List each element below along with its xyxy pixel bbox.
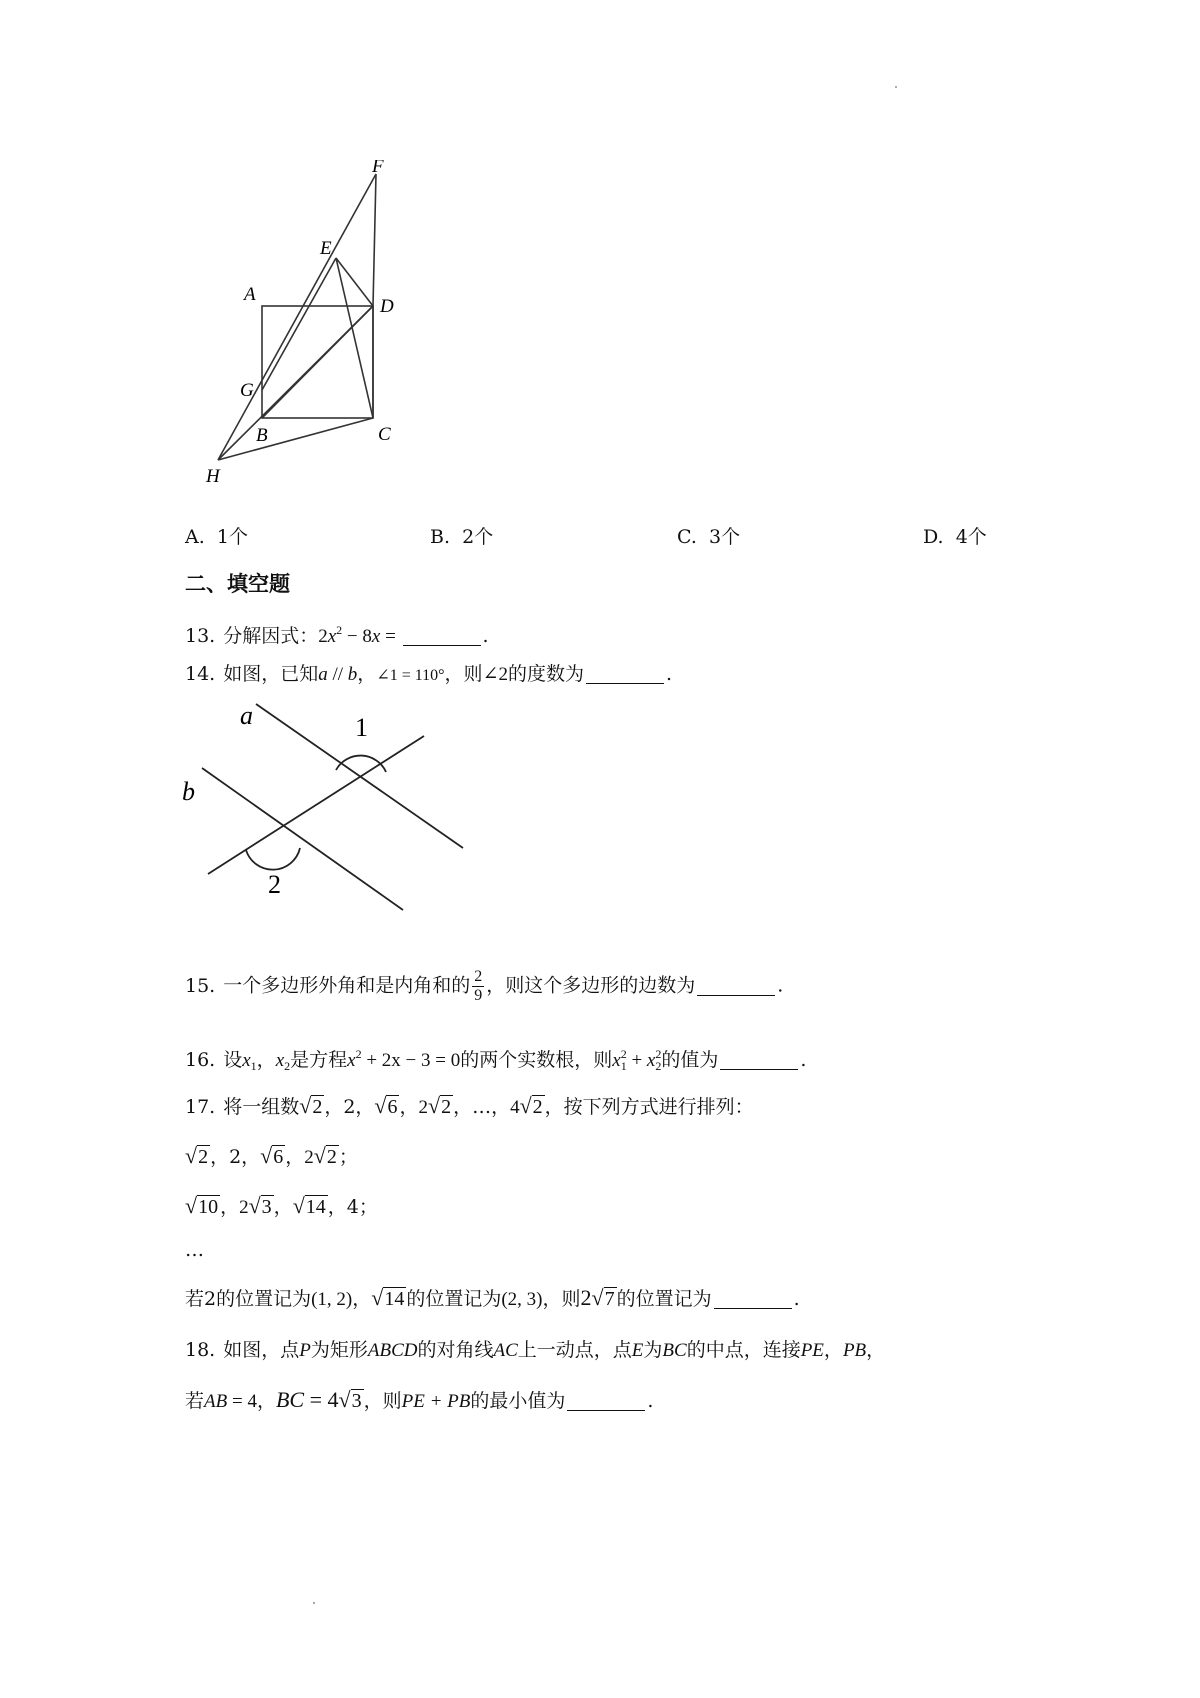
angle-2-arc (246, 848, 300, 870)
sqrt: √2 (299, 1093, 323, 1118)
answer-blank[interactable] (714, 1288, 792, 1309)
label-1: 1 (355, 713, 368, 742)
question-15: 15. 一个多边形外角和是内角和的 $\frac{2}{9}$ ，则这个多边形的边数为 . (185, 968, 784, 1004)
line-hc (218, 418, 373, 460)
line-eg (262, 258, 336, 390)
label-b: B (256, 425, 268, 446)
question-13: 13. 分解因式：$2x^2 - 8x$ = . (185, 623, 489, 647)
answer-blank[interactable] (567, 1390, 645, 1411)
label-2: 2 (268, 870, 281, 899)
transversal (208, 736, 424, 874)
line-fh (218, 174, 376, 460)
parallel-lines-figure (178, 700, 478, 920)
question-14: 14. 如图，已知a // b，∠1 = 110°，则∠2的度数为 . (185, 663, 673, 685)
geometry-figure (200, 160, 430, 490)
label-a: a (240, 701, 253, 730)
line-b (202, 768, 403, 910)
question-16: 16. 设$x_1$，$x_2$是方程$x^2 + 2x - 3 = 0$的两个实数根，则$x_1^2 + x_2^2$的值为 . (185, 1047, 807, 1073)
question-17: 17. 将一组数√2 ，2，√6 ，2√2 ，…，4√2 ，按下列方式进行排列： (185, 1090, 754, 1124)
answer-blank[interactable] (586, 663, 664, 684)
question-17-ellipsis: … (185, 1239, 204, 1261)
question-18-line-2: 若AB = 4，BC = 4√3 ，则PE + PB的最小值为 . (185, 1387, 654, 1412)
label-g: G (240, 380, 254, 401)
question-18: 18. 如图，点P为矩形ABCD的对角线AC上一动点，点E为BC的中点，连接PE，PB， (185, 1339, 886, 1361)
label-f: F (372, 160, 384, 177)
section-title: 二、填空题 (185, 572, 290, 596)
question-17-row-2: √10 ，2√3 ，√14 ，4； (185, 1193, 378, 1218)
question-17-row-1: √2 ，2，√6 ，2√2 ； (185, 1143, 358, 1168)
answer-blank[interactable] (403, 625, 481, 646)
label-c: C (378, 424, 391, 445)
label-e: E (320, 238, 332, 259)
option-b[interactable]: B. 2个 (430, 526, 494, 548)
question-17-part-b: 若2的位置记为(1, 2)，√14 的位置记为(2, 3)，则2√7 的位置记为 . (185, 1285, 800, 1310)
scan-speck (313, 1602, 315, 1604)
answer-options (185, 522, 1045, 554)
line-fd (373, 174, 376, 306)
answer-blank[interactable] (697, 975, 775, 996)
label-h: H (206, 466, 220, 487)
fraction: $\frac{2}{9}$ (474, 968, 483, 1004)
label-b: b (182, 777, 195, 806)
label-a: A (244, 284, 256, 305)
option-d[interactable]: D. 4个 (923, 526, 987, 548)
option-a[interactable]: A. 1个 (185, 526, 248, 548)
answer-blank[interactable] (720, 1049, 798, 1070)
scan-speck (895, 86, 897, 88)
option-c[interactable]: C. 3个 (677, 526, 741, 548)
label-d: D (380, 296, 394, 317)
